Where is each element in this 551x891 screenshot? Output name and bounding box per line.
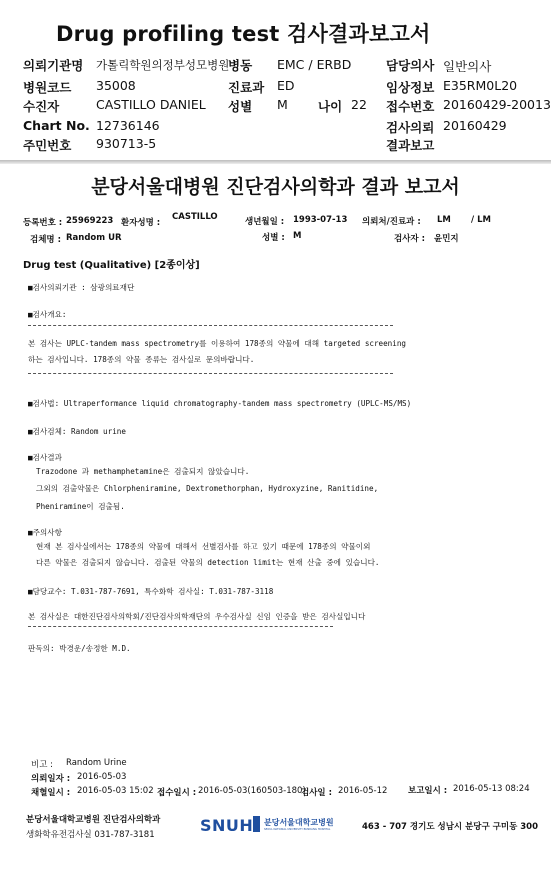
test-date-label: 검사일 : <box>301 788 332 798</box>
snuh-logo <box>198 814 358 836</box>
test-name: Drug test (Qualitative) [2종이상] <box>23 260 200 271</box>
lab-dept-name: 분당서울대학교병원 진단검사의학과 <box>26 815 161 825</box>
request-date-value: 20160429 <box>443 118 507 133</box>
caution-line-2: 다른 약물은 검출되지 않습니다. 검출된 약물의 detection limit는 현재 산출 중에 있습니다. <box>36 558 380 567</box>
result-line-2: 그외의 검출약물은 Chlorpheniramine, Dextromethorphan, Hydroxyzine, Ranitidine, <box>36 484 379 493</box>
request-date-value: 2016-05-03 <box>77 772 127 782</box>
patient-label: 수진자 <box>23 99 60 114</box>
patient-value: CASTILLO DANIEL <box>96 97 206 112</box>
caution-line-1: 현재 본 검사실에서는 178종의 약물에 대해서 선별검사를 하고 있기 때문에 178종의 약물이외 <box>36 542 371 551</box>
result-line-1: Trazodone 과 methamphetamine은 검출되지 않았습니다. <box>36 467 250 476</box>
specimen-value: Random UR <box>66 233 122 243</box>
dept-value: ED <box>277 78 295 93</box>
note-label: 비고 : <box>31 760 53 770</box>
reader-line: 판독의: 박경운/송정한 M.D. <box>28 644 131 653</box>
logo-mark-icon <box>253 816 260 832</box>
logo-english-text: SEOUL NATIONAL UNIVERSITY BUNDANG HOSPITAL <box>264 828 331 831</box>
dob-value: 1993-07-13 <box>293 215 348 225</box>
sex-value: M <box>277 97 288 112</box>
chart-no-label: Chart No. <box>23 118 90 133</box>
age-value: 22 <box>351 97 367 112</box>
ward-value: EMC / ERBD <box>277 57 352 72</box>
institution-label: 의뢰기관명 <box>23 58 84 73</box>
hospital-code-value: 35008 <box>96 78 136 93</box>
physician-value: 일반의사 <box>443 59 492 74</box>
ward-label: 병동 <box>228 58 253 73</box>
collect-label: 채혈일시 : <box>31 788 71 798</box>
report-date-value: 2016-05-13 08:24 <box>453 784 530 794</box>
requester-dept-value: / LM <box>471 215 491 225</box>
request-date-label: 검사의뢰 <box>386 120 435 135</box>
dashed-rule <box>28 373 393 374</box>
page-title: Drug profiling test 검사결과보고서 <box>56 22 431 46</box>
receipt-no-label: 접수번호 <box>386 99 435 114</box>
logo-korean-text: 분당서울대학교병원 <box>264 818 334 827</box>
result-report-label: 결과보고 <box>386 138 435 153</box>
clinical-info-value: E35RM0L20 <box>443 78 518 93</box>
caution-heading: ■주의사항 <box>28 528 62 537</box>
contact-line: ■담당교수: T.031-787-7691, 특수화학 검사실: T.031-787-3118 <box>28 587 274 596</box>
dashed-rule <box>28 325 393 326</box>
tester-value: 윤민지 <box>434 234 459 244</box>
physician-label: 담당의사 <box>386 58 435 73</box>
overview-line-2: 하는 검사입니다. 178종의 약물 종류는 검사실로 문의바랍니다. <box>28 355 255 364</box>
resident-no-label: 주민번호 <box>23 138 72 153</box>
overview-heading: ■검사개요: <box>28 310 67 319</box>
request-date-label: 의뢰일자 : <box>31 774 71 784</box>
hospital-code-label: 병원코드 <box>23 80 72 95</box>
tester-label: 검사자 : <box>394 234 425 244</box>
report-date-label: 보고일시 : <box>408 786 448 796</box>
specimen-label: 검체명 : <box>30 235 61 245</box>
institution-value: 가톨릭학원의정부성모병원 <box>96 58 230 72</box>
note-value: Random Urine <box>66 758 127 768</box>
collect-value: 2016-05-03 15:02 <box>77 786 154 796</box>
chart-no-value: 12736146 <box>96 118 160 133</box>
result-heading: ■검사결과 <box>28 453 62 462</box>
address: 463 - 707 경기도 성남시 분당구 구미동 300 <box>362 822 539 832</box>
age-label: 나이 <box>318 99 343 114</box>
reg-no-value: 25969223 <box>66 216 114 226</box>
receipt-no-value: 20160429-20013 <box>443 97 551 112</box>
receipt-value: 2016-05-03(160503-180) <box>198 786 306 796</box>
test-date-value: 2016-05-12 <box>338 786 388 796</box>
certification-line: 본 검사실은 대한진단검사의학회/진단검사의학재단의 우수검사실 신임 인증을 받은 검사실입니다 <box>28 612 366 621</box>
lab-dept-sub: 생화학유전검사실 031-787-3181 <box>26 830 155 840</box>
requester-value: LM <box>437 215 451 225</box>
reg-no-label: 등록번호 : <box>23 218 63 228</box>
clinical-info-label: 임상정보 <box>386 80 435 95</box>
overview-line-1: 본 검사는 UPLC-tandem mass spectrometry를 이용하여 178종의 약물에 대해 targeted screening <box>28 339 406 348</box>
patient-name-label: 환자성명 : <box>121 218 161 228</box>
snuh-logo-text: SNUH <box>200 816 254 835</box>
dashed-rule <box>28 626 333 627</box>
report-sex-label: 성별 : <box>262 233 285 243</box>
receipt-label: 접수일시 : <box>157 788 197 798</box>
method-line: ■검사법: Ultraperformance liquid chromatography-tandem mass spectrometry (UPLC-MS/MS) <box>28 399 412 408</box>
resident-no-value: 930713-5 <box>96 136 157 151</box>
patient-name-value: CASTILLO <box>172 212 218 222</box>
dept-label: 진료과 <box>228 80 265 95</box>
report-sex-value: M <box>293 231 302 241</box>
sex-label: 성별 <box>228 99 253 114</box>
report-title: 분당서울대병원 진단검사의학과 결과 보고서 <box>91 176 460 198</box>
dob-label: 생년월일 : <box>245 217 285 227</box>
result-line-3: Pheniramine이 검출됨. <box>36 502 125 511</box>
requester-label: 의뢰처/진료과 : <box>362 217 421 227</box>
agency-line: ■검사의뢰기관 : 삼광의료재단 <box>28 283 135 292</box>
specimen-line: ■검사검체: Random urine <box>28 427 126 436</box>
